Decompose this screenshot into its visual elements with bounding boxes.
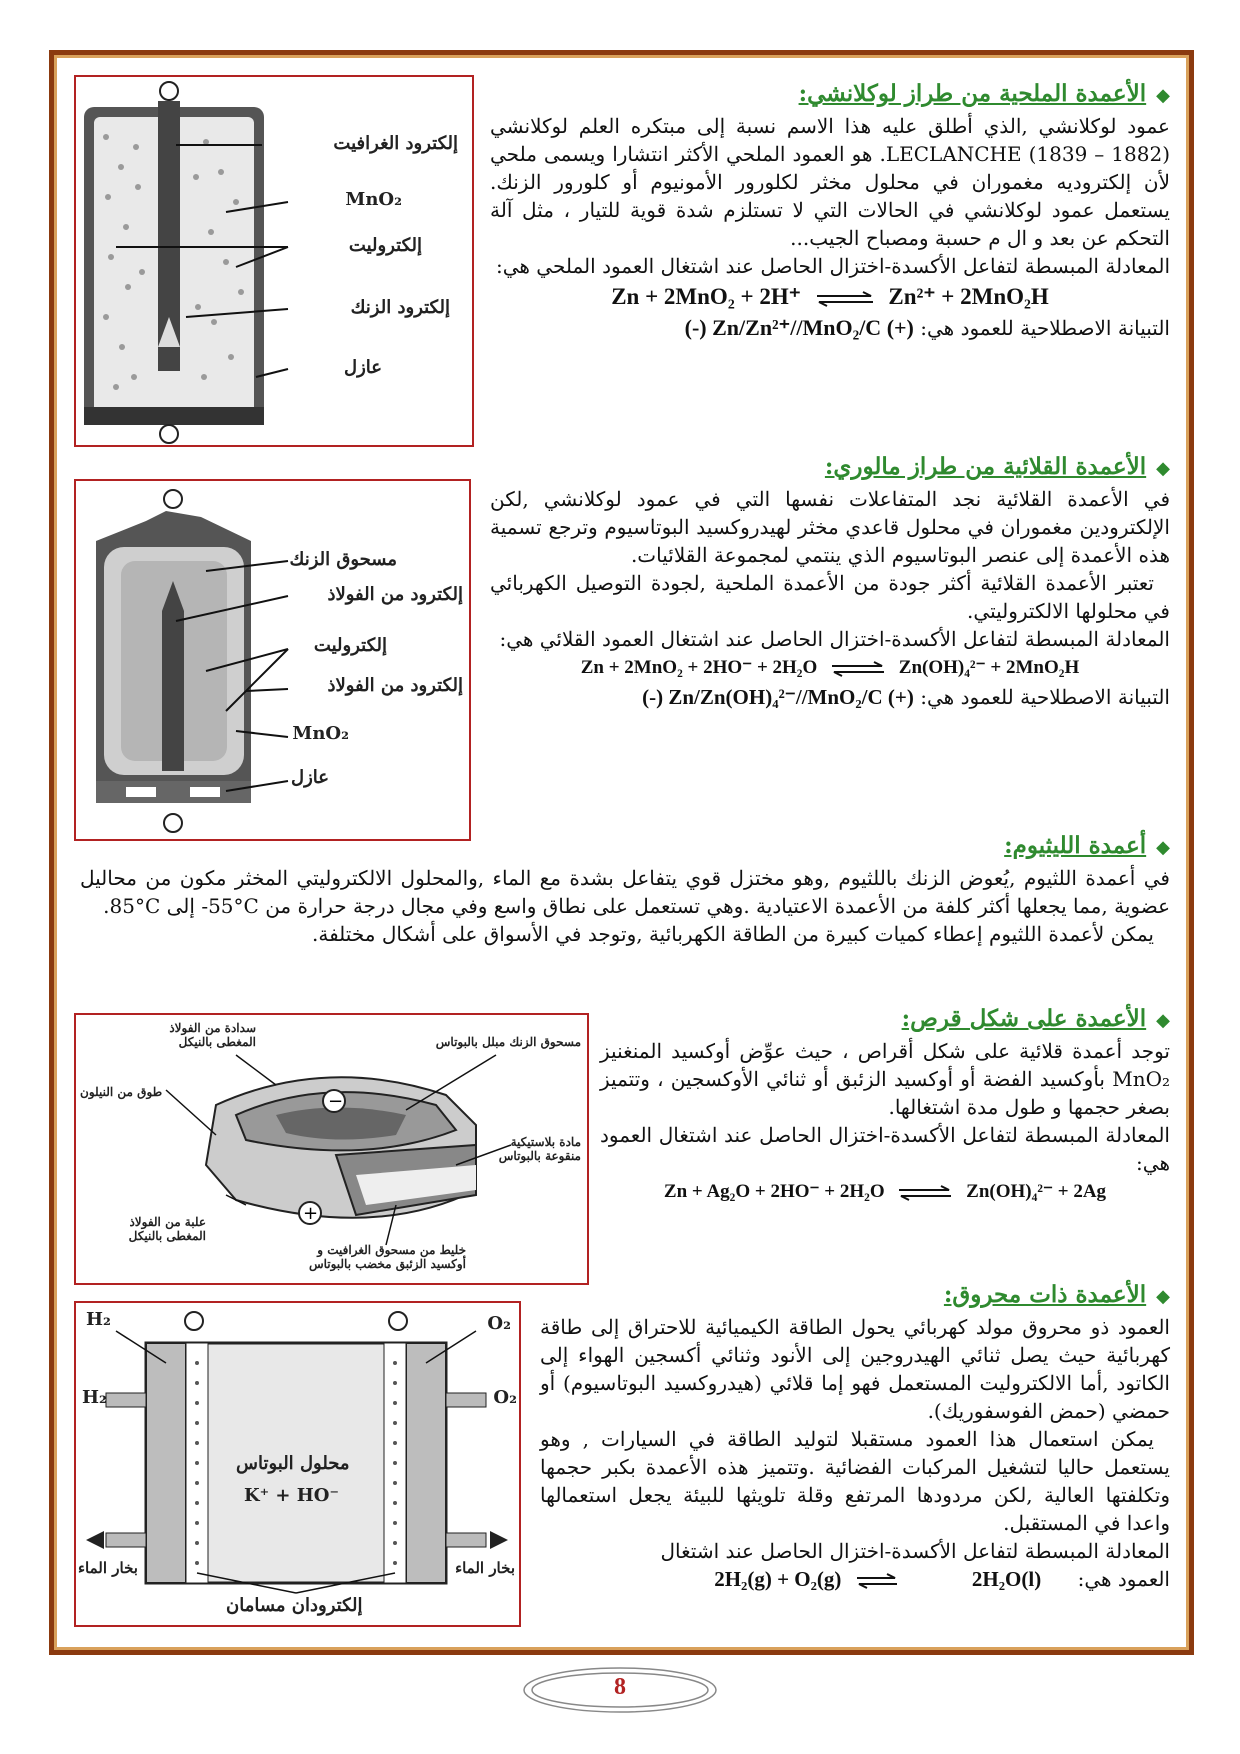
cell-notation: (-) Zn/Zn(OH)₄²⁻//MnO₂/C (+) <box>642 685 914 709</box>
figure-label: K⁺ + HO⁻ <box>244 1485 339 1506</box>
equilibrium-arrow-icon <box>830 661 886 677</box>
mallory-cell-drawing <box>76 481 469 839</box>
figure-label: عازل <box>291 767 329 788</box>
figure-label: إلكترودان مسامان <box>226 1595 363 1616</box>
figure-label: MnO₂ <box>345 189 402 210</box>
paragraph: يمكن استعمال هذا العمود مستقبلا لتوليد الطاقة في السيارات , وهو يستعمل حاليا لتشغيل المركبات الفضائية .وتتميز هذه الأعمدة بكبر حجمها وتكلفتها العالية ,لكن مردودها المرتفع وقلة تلويثها للبيئة يجعل استعمالها واعدا في المستقبل. <box>540 1427 1170 1535</box>
paragraph: المعادلة المبسطة لتفاعل الأكسدة-اختزال الحاصل عند اشتغال <box>660 1539 1170 1563</box>
figure-label: بخار الماء <box>78 1559 138 1577</box>
figure-label: إلكترود من الفولاذ <box>327 675 463 696</box>
equation <box>490 280 1170 314</box>
paragraph: عمود لوكلانشي ,الذي أطلق عليه هذا الاسم نسبة إلى مبتكره العلم لوكلانشي (1882 – 1839) LECLANCHE. هو العمود الملحي الأكثر انتشارا ويسمى ملحي لأن إلكتروديه مغموران في محلول مخثر لكلورور الأمونيوم أو كلورور الزنك. يستعمل عمود لوكلانشي في الحالات التي لا تستلزم شدة قوية للتيار ، مثل آلة التحكم عن بعد و ال م حسبة ومصباح الجيب... <box>490 114 1171 250</box>
diamond-icon: ◆ <box>1156 1010 1170 1031</box>
figure-label: خليط من مسحوق الغرافيت و أوكسيد الزئبق مخضب بالبوتاس <box>308 1243 466 1271</box>
equation <box>600 1177 1170 1207</box>
diamond-icon: ◆ <box>1156 458 1170 479</box>
figure-label: H₂ <box>82 1387 107 1408</box>
fuel-cell-figure <box>74 1301 521 1627</box>
heading-button <box>600 1003 1170 1037</box>
equilibrium-arrow-icon <box>897 1185 953 1201</box>
equation-right: Zn(OH)₄²⁻ + 2MnO₂H <box>898 657 1080 678</box>
figure-label: بخار الماء <box>455 1559 515 1577</box>
figure-label: O₂ <box>487 1313 511 1334</box>
paragraph: في الأعمدة القلائية نجد المتفاعلات نفسها التي في عمود لوكلانشي ,لكن الإلكترودين مغموران في محلول قاعدي مخثر لهيدروكسيد البوتاسيوم وترجع تسمية هذه الأعمدة إلى عنصر البوتاسيوم الذي ينتمي لمجموعة القلائيات. <box>490 487 1170 567</box>
heading-text: الأعمدة ذات محروق: <box>943 1281 1147 1308</box>
section-mallory <box>490 451 1170 711</box>
paragraph: المعادلة المبسطة لتفاعل الأكسدة-اختزال الحاصل عند اشتغال العمود الملحي هي: <box>495 254 1170 278</box>
equation-label: العمود هي: <box>1077 1567 1170 1591</box>
figure-label: O₂ <box>493 1387 517 1408</box>
diamond-icon: ◆ <box>1156 837 1170 858</box>
equilibrium-arrow-icon <box>855 1573 899 1589</box>
equation-left: Zn + 2MnO₂ + 2H⁺ <box>611 284 801 309</box>
figure-label: مسحوق الزنك مبلل بالبوتاس <box>435 1035 581 1049</box>
mallory-cell-figure <box>74 479 471 841</box>
heading-text: الأعمدة القلائية من طراز مالوري: <box>824 453 1147 480</box>
paragraph: توجد أعمدة قلائية على شكل أقراص ، حيث عوِّض أوكسيد المنغنيز MnO₂ بأوكسيد الفضة أو أوكسيد الزئبق أو ثنائي الأوكسجين ، وتتميز بصغر حجمها و طول مدة اشتغالها. <box>600 1039 1170 1119</box>
plus-sign: + <box>303 1203 319 1224</box>
equation-right: Zn(OH)₄²⁻ + 2Ag <box>966 1181 1107 1202</box>
figure-label: محلول البوتاس <box>236 1453 350 1474</box>
figure-label: طوق من النيلون <box>80 1085 163 1099</box>
figure-label: علبة من الفولاذ المغطى بالنيكل <box>128 1215 206 1243</box>
minus-sign: − <box>328 1091 344 1112</box>
notation-label: التبيانة الاصطلاحية للعمود هي: <box>920 316 1170 340</box>
heading-lithium <box>80 830 1170 864</box>
page-number: 8 <box>614 1674 626 1700</box>
figure-label: إلكترود من الفولاذ <box>327 584 463 605</box>
figure-label: مسحوق الزنك <box>289 549 397 570</box>
button-cell-figure <box>74 1013 589 1285</box>
paragraph: المعادلة المبسطة لتفاعل الأكسدة-اختزال الحاصل عند اشتغال العمود هي: <box>600 1123 1170 1175</box>
paragraph: تعتبر الأعمدة القلائية أكثر جودة من الأعمدة الملحية ,لجودة التوصيل الكهربائي في محلولها الالكتروليتي. <box>490 571 1170 623</box>
paragraph: يمكن لأعمدة اللثيوم إعطاء كميات كبيرة من الطاقة الكهربائية ,وتوجد في الأسواق على أشكال مختلفة. <box>311 922 1154 946</box>
leclanche-cell-figure <box>74 75 474 447</box>
equation <box>490 653 1170 683</box>
section-fuel-cell <box>540 1279 1170 1593</box>
paragraph: في أعمدة اللثيوم ,يُعوض الزنك باللثيوم ,وهو مختزل قوي يتفاعل بشدة مع الماء ,والمحلول الالكتروليتي المخثر مكون من محاليل عضوية ,مما يجعلها أكثر كلفة من الأعمدة الاعتيادية .وهي تستعمل على نطاق واسع وفي مجال درجة حرارة من ‎-55°C‎ إلى ‎85°C‎. <box>80 866 1170 918</box>
equation-line <box>540 1565 1170 1593</box>
paragraph: العمود ذو محروق مولد كهربائي يحول الطاقة الكيميائية للاحتراق إلى طاقة كهربائية حيث يصل ثنائي الهيدروجين إلى الأنود وثنائي أكسجين الهواء إلى الكاتود ,أما الالكتروليت المستعمل فهو إما قلائي (هيدروكسيد البوتاسيوم) أو حمضي (حمض الفوسفوريك). <box>540 1315 1170 1423</box>
heading-mallory <box>490 451 1170 485</box>
heading-text: الأعمدة على شكل قرص: <box>901 1005 1147 1032</box>
figure-label: MnO₂ <box>292 723 349 744</box>
equation <box>714 1565 1041 1593</box>
equation-right: Zn²⁺ + 2MnO₂H <box>888 284 1049 309</box>
equilibrium-arrow-icon <box>815 291 875 307</box>
figure-label: إلكترود الغرافيت <box>333 133 458 154</box>
heading-leclanche <box>490 78 1170 112</box>
figure-label: H₂ <box>86 1309 111 1330</box>
notation-label: التبيانة الاصطلاحية للعمود هي: <box>920 685 1170 709</box>
figure-label: إلكترود الزنك <box>350 297 450 318</box>
diamond-icon: ◆ <box>1156 85 1170 106</box>
section-leclanche <box>490 78 1170 342</box>
heading-text: أعمدة الليثيوم: <box>1004 832 1147 859</box>
page-number-badge <box>520 1664 720 1716</box>
heading-fuel-cell <box>540 1279 1170 1313</box>
notation-line <box>490 314 1170 342</box>
figure-label: إلكتروليت <box>348 235 422 256</box>
equation-left: Zn + 2MnO₂ + 2HO⁻ + 2H₂O <box>580 657 818 678</box>
heading-text: الأعمدة الملحية من طراز لوكلانشي: <box>798 80 1147 107</box>
equation-left: Zn + Ag₂O + 2HO⁻ + 2H₂O <box>663 1181 885 1202</box>
figure-label: إلكتروليت <box>313 635 387 656</box>
equation-right: 2H₂O(l) <box>971 1567 1042 1591</box>
section-button <box>600 1003 1170 1207</box>
section-lithium <box>80 830 1170 948</box>
paragraph: المعادلة المبسطة لتفاعل الأكسدة-اختزال الحاصل عند اشتغال العمود القلائي هي: <box>499 627 1170 651</box>
cell-notation: (-) Zn/Zn²⁺//MnO₂/C (+) <box>684 315 914 340</box>
figure-label: سدادة من الفولاذ المغطى بالنيكل <box>169 1021 256 1049</box>
diamond-icon: ◆ <box>1156 1286 1170 1307</box>
figure-label: عازل <box>344 357 382 378</box>
figure-label: مادة بلاستيكية منقوعة بالبوتاس <box>498 1135 581 1163</box>
equation-left: 2H₂(g) + O₂(g) <box>714 1567 842 1591</box>
notation-line <box>490 683 1170 711</box>
